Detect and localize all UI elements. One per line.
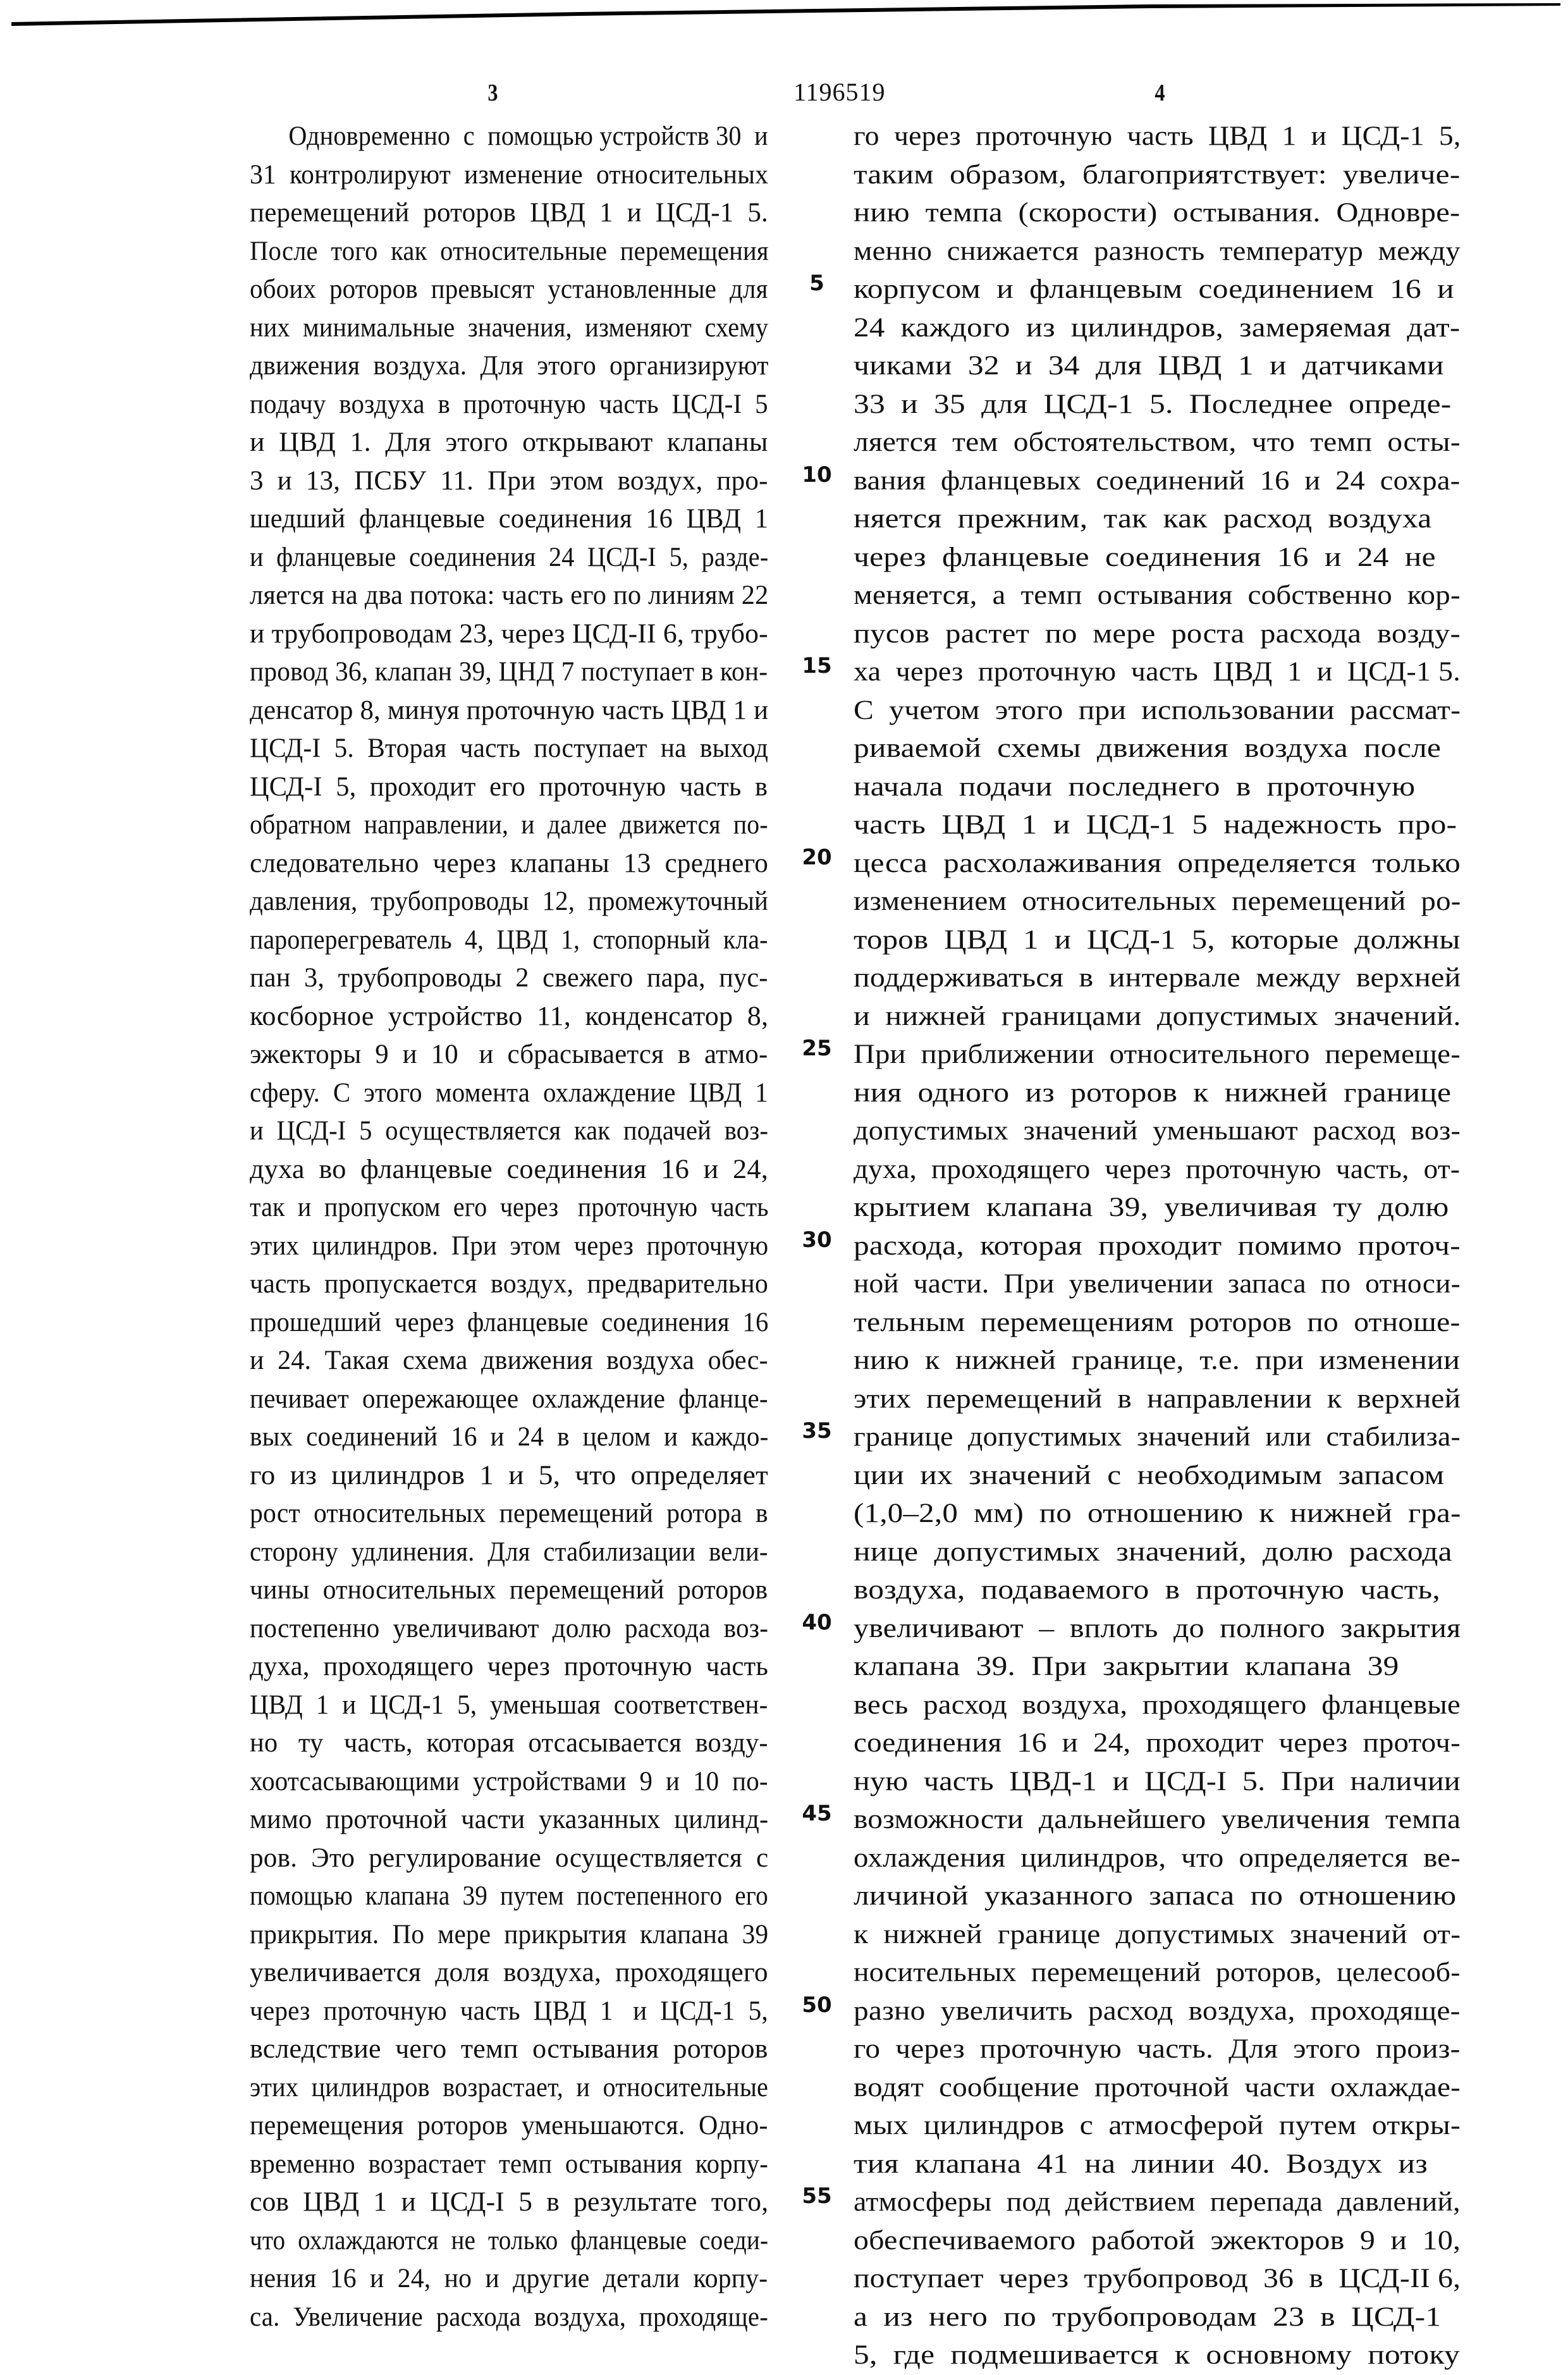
text-line: рост относительных перемещений ротора в [250, 1495, 750, 1533]
text-line: пароперегреватель 4, ЦВД 1, стопорный кла- [250, 921, 729, 960]
text-line: Одновременно с помощью устройств 30 и [250, 118, 734, 156]
text-line: ции их значений с необходимым запасом [854, 1457, 1552, 1495]
text-line: атмосферы под действием перепада давлений, [854, 2183, 1499, 2222]
text-line: к нижней границе допустимых значений от- [854, 1916, 1522, 1955]
text-line: движения воздуха. Для этого организируют [250, 347, 749, 386]
text-line: 5, где подмешивается к основному потоку [854, 2336, 1552, 2375]
text-line: При приближении относительного перемеще- [854, 1036, 1514, 1074]
text-line: ров. Это регулирование осуществляется с [250, 1839, 770, 1878]
text-line: корпусом и фланцевым соединением 16 и [854, 271, 1552, 309]
text-line: обоих роторов превысят установленные для [250, 271, 744, 309]
text-line: косборное устройство 11, конденсатор 8, [250, 998, 781, 1036]
text-line: помощью клапана 39 путем постепенного его [250, 1877, 723, 1916]
text-line: са. Увеличение расхода воздуха, проходяще- [250, 2298, 741, 2337]
text-line: через проточную часть ЦВД 1 и ЦСД-1 5, [250, 1992, 746, 2031]
margin-line-number: 20 [798, 845, 836, 870]
text-line: обеспечиваемого работой эжекторов 9 и 10, [854, 2222, 1529, 2261]
text-line: нице допустимых значений, долю расхода [854, 1533, 1552, 1572]
text-line: денсатор 8, минуя проточную часть ЦВД 1 и [250, 692, 766, 730]
text-line: весь расход воздуха, проходящего фланцевые [854, 1686, 1512, 1725]
text-line: ЦСД-І 5. Вторая часть поступает на выход [250, 730, 749, 768]
margin-line-number: 15 [798, 653, 836, 678]
text-line: возможности дальнейшего увеличения темпа [854, 1801, 1522, 1839]
text-line: этих перемещений в направлении к верхней [854, 1380, 1522, 1419]
text-line: С учетом этого при использовании рассмат- [854, 692, 1526, 730]
text-line: границе допустимых значений или стабилиза- [854, 1418, 1501, 1457]
text-line: пан 3, трубопроводы 2 свежего пара, пус- [250, 959, 759, 998]
text-line: обратном направлении, и далее движется по- [250, 806, 728, 845]
text-line: часть ЦВД 1 и ЦСД-1 5 надежность про- [854, 806, 1552, 845]
text-line: и ЦСД-І 5 осуществляется как подачей воз- [250, 1112, 738, 1151]
text-line: го из цилиндров 1 и 5, что определяет [250, 1457, 795, 1495]
text-line: поддерживаться в интервале между верхней [854, 959, 1529, 998]
text-line: начала подачи последнего в проточную [854, 768, 1552, 807]
text-line: тия клапана 41 на линии 40. Воздух из [854, 2145, 1552, 2184]
text-line: провод 36, клапан 39, ЦНД 7 поступает в кон- [250, 653, 749, 692]
text-line: поступает через трубопровод 36 в ЦСД-ІІ 6, [854, 2260, 1524, 2298]
text-line: мимо проточной части указанных цилинд- [250, 1801, 761, 1839]
text-line: 3 и 13, ПСБУ 11. При этом воздух, про- [250, 462, 769, 501]
patent-number: 1196519 [793, 77, 886, 107]
text-line: хоотсасывающими устройствами 9 и 10 по- [250, 1763, 744, 1801]
text-line: носительных перемещений роторов, целесооб- [854, 1954, 1499, 1992]
text-line: а из него по трубопроводам 23 в ЦСД-1 [854, 2298, 1552, 2337]
text-line: и фланцевые соединения 24 ЦСД-І 5, разде- [250, 539, 735, 577]
text-line: соединения 16 и 24, проходит через проточ- [854, 1724, 1517, 1763]
text-line: и ЦВД 1. Для этого открывают клапаны [250, 424, 780, 462]
text-line: торов ЦВД 1 и ЦСД-1 5, которые должны [854, 921, 1544, 960]
text-line: через фланцевые соединения 16 и 24 не [854, 539, 1552, 577]
text-line: крытием клапана 39, увеличивая ту долю [854, 1189, 1552, 1227]
text-line: ляется на два потока: часть его по линиям 22 [250, 577, 761, 615]
text-line: ния одного из роторов к нижней границе [854, 1074, 1552, 1113]
text-line: риваемой схемы движения воздуха после [854, 730, 1552, 768]
text-line: вания фланцевых соединений 16 и 24 сохра- [854, 462, 1510, 501]
text-line: вых соединений 16 и 24 в целом и каждо- [250, 1418, 745, 1457]
text-line: После того как относительные перемещения [250, 233, 738, 271]
margin-line-number: 5 [798, 271, 836, 296]
text-line: пусов растет по мере роста расхода возду- [854, 615, 1540, 654]
margin-line-number: 50 [798, 1992, 836, 2018]
text-line: меняется, а темп остывания собственно кор- [854, 577, 1517, 615]
text-line: и нижней границами допустимых значений. [854, 998, 1532, 1036]
text-line: клапана 39. При закрытии клапана 39 [854, 1648, 1552, 1686]
text-line: давления, трубопроводы 12, промежуточный [250, 883, 742, 921]
text-line: менно снижается разность температур между [854, 233, 1510, 271]
text-line: перемещения роторов уменьшаются. Одно- [250, 2107, 756, 2145]
text-line: и 24. Такая схема движения воздуха обес- [250, 1342, 756, 1380]
text-line: допустимых значений уменьшают расход воз- [854, 1112, 1505, 1151]
text-line: ную часть ЦВД-1 и ЦСД-І 5. При наличии [854, 1763, 1532, 1801]
text-line: сов ЦВД 1 и ЦСД-І 5 в результате того, [250, 2183, 774, 2222]
text-line: таким образом, благоприятствует: увеличе- [854, 156, 1550, 195]
text-line: прикрытия. По мере прикрытия клапана 39 [250, 1916, 747, 1955]
text-line: временно возрастает темп остывания корпу- [250, 2145, 740, 2184]
text-line: расхода, которая проходит помимо проточ- [854, 1227, 1550, 1266]
text-line: няется прежним, так как расход воздуха [854, 500, 1552, 539]
text-line: эжекторы 9 и 10 и сбрасывается в атмо- [250, 1036, 766, 1074]
text-line: личиной указанного запаса по отношению [854, 1877, 1552, 1916]
scan-top-edge-rule [11, 3, 1560, 26]
right-text-column [854, 118, 1461, 2375]
text-line: но ту часть, которая отсасывается возду- [250, 1724, 762, 1763]
text-line: увеличивается доля воздуха, проходящего [250, 1954, 773, 1992]
text-line: нения 16 и 24, но и другие детали корпу- [250, 2260, 752, 2298]
text-line: следовательно через клапаны 13 среднего [250, 845, 771, 883]
text-line: воздуха, подаваемого в проточную часть, [854, 1571, 1552, 1610]
text-line: (1,0–2,0 мм) по отношению к нижней гра- [854, 1495, 1545, 1533]
text-line: нию к нижней границе, т.е. при изменении [854, 1342, 1534, 1380]
text-line: охлаждения цилиндров, что определяется ве- [854, 1839, 1514, 1878]
text-line: ЦСД-І 5, проходит его проточную часть в [250, 768, 760, 807]
margin-line-number: 25 [798, 1036, 836, 1061]
text-line: ляется тем обстоятельством, что темп осты- [854, 424, 1523, 462]
text-line: этих цилиндров возрастает, и относительные [250, 2069, 734, 2108]
margin-line-number: 55 [798, 2183, 836, 2209]
page-number-right: 4 [1155, 79, 1165, 107]
text-line: сферу. С этого момента охлаждение ЦВД 1 [250, 1074, 744, 1113]
margin-line-number: 40 [798, 1610, 836, 1635]
text-line: го через проточную часть ЦВД 1 и ЦСД-1 5, [854, 118, 1497, 156]
text-line: что охлаждаются не только фланцевые соеди- [250, 2222, 721, 2261]
text-line: увеличивают – вплоть до полного закрытия [854, 1610, 1530, 1648]
text-line: сторону удлинения. Для стабилизации вели- [250, 1533, 741, 1572]
text-line: постепенно увеличивают долю расхода воз- [250, 1610, 747, 1648]
text-line: духа, проходящего через проточную часть, от- [854, 1151, 1491, 1189]
text-line: духа во фланцевые соединения 16 и 24, [250, 1151, 784, 1189]
text-line: духа, проходящего через проточную часть [250, 1648, 765, 1686]
margin-line-number: 35 [798, 1418, 836, 1444]
text-line: 31 контролируют изменение относительных [250, 156, 749, 195]
text-line: чины относительных перемещений роторов [250, 1571, 752, 1610]
margin-line-number: 45 [798, 1801, 836, 1826]
text-line: прошедший через фланцевые соединения 16 [250, 1304, 740, 1342]
text-line: подачу воздуха в проточную часть ЦСД-І 5 [250, 386, 742, 424]
margin-line-number: 30 [798, 1227, 836, 1253]
text-line: ной части. При увеличении запаса по относи- [854, 1265, 1493, 1304]
text-line: цесса расхолаживания определяется только [854, 845, 1550, 883]
text-line: вследствие чего темп остывания роторов [250, 2030, 780, 2069]
text-line: шедший фланцевые соединения 16 ЦВД 1 [250, 500, 760, 539]
text-line: печивает опережающее охлаждение фланце- [250, 1380, 746, 1419]
text-line: этих цилиндров. При этом через проточную [250, 1227, 739, 1266]
text-line: изменением относительных перемещений ро- [854, 883, 1516, 921]
text-line: них минимальные значения, изменяют схему [250, 309, 735, 348]
text-line: нию темпа (скорости) остывания. Одновре- [854, 194, 1539, 233]
text-line: ха через проточную часть ЦВД 1 и ЦСД-1 5. [854, 653, 1503, 692]
page-number-left: 3 [487, 79, 498, 107]
text-line: водят сообщение проточной части охлаждае- [854, 2069, 1517, 2108]
text-line: ЦВД 1 и ЦСД-1 5, уменьшая соответствен- [250, 1686, 744, 1725]
text-line: и трубопроводам 23, через ЦСД-ІІ 6, трубо- [250, 615, 775, 654]
text-line: часть пропускается воздух, предварительно [250, 1265, 754, 1304]
left-text-column [250, 118, 768, 2336]
text-line: перемещений роторов ЦВД 1 и ЦСД-1 5. [250, 194, 768, 233]
text-line: 33 и 35 для ЦСД-1 5. Последнее опреде- [854, 386, 1552, 424]
text-line: так и пропуском его через проточную часть [250, 1189, 731, 1227]
text-line: разно увеличить расход воздуха, проходяще- [854, 1992, 1522, 2031]
text-line: го через проточную часть. Для этого произ- [854, 2030, 1520, 2069]
text-line: 24 каждого из цилиндров, замеряемая дат- [854, 309, 1546, 348]
text-line: тельным перемещениям роторов по отноше- [854, 1304, 1525, 1342]
margin-line-number: 10 [798, 462, 836, 488]
text-line: мых цилиндров с атмосферой путем откры- [854, 2107, 1527, 2145]
text-line: чиками 32 и 34 для ЦВД 1 и датчиками [854, 347, 1552, 386]
